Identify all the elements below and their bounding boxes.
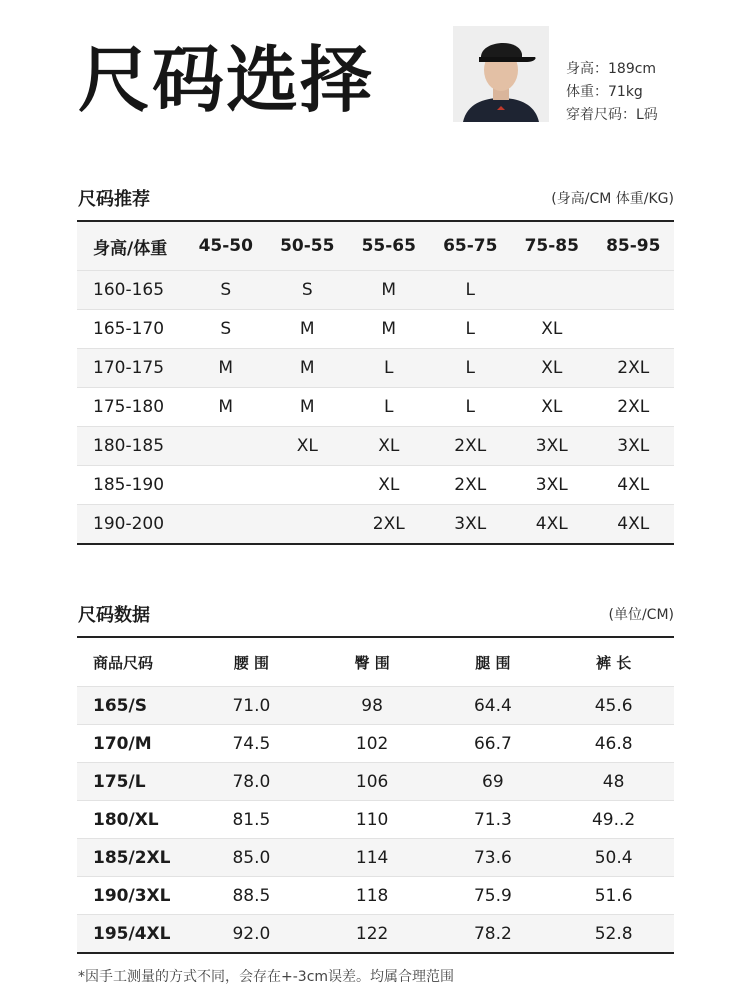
table-cell: 170-175 — [77, 349, 185, 388]
table-cell: 106 — [312, 763, 433, 801]
table-row — [77, 839, 674, 877]
table-cell: 75.9 — [433, 877, 554, 915]
data-header-row — [77, 637, 674, 687]
table-cell: XL — [511, 310, 593, 349]
recommend-header-cell: 55-65 — [348, 221, 430, 271]
table-cell: 73.6 — [433, 839, 554, 877]
table-cell: 2XL — [593, 349, 675, 388]
table-cell: 180-185 — [77, 427, 185, 466]
table-cell: M — [348, 271, 430, 310]
table-cell: 78.2 — [433, 915, 554, 954]
recommend-section-title: 尺码推荐 — [78, 189, 150, 210]
table-cell: 165-170 — [77, 310, 185, 349]
table-cell: 64.4 — [433, 687, 554, 725]
data-header-cell: 裤 长 — [553, 637, 674, 687]
recommend-header-cell: 85-95 — [593, 221, 675, 271]
table-cell: L — [430, 310, 512, 349]
table-cell — [267, 466, 349, 505]
table-cell — [185, 505, 267, 545]
table-cell: 185-190 — [77, 466, 185, 505]
table-cell: L — [348, 349, 430, 388]
table-cell: M — [185, 388, 267, 427]
model-height: 身高：189cm — [566, 61, 657, 77]
table-cell: 46.8 — [553, 725, 674, 763]
table-cell: 175-180 — [77, 388, 185, 427]
table-cell: 4XL — [593, 466, 675, 505]
recommend-header-cell: 45-50 — [185, 221, 267, 271]
table-cell: 85.0 — [191, 839, 312, 877]
table-cell: 74.5 — [191, 725, 312, 763]
table-cell: 170/M — [77, 725, 191, 763]
recommend-header-cell: 50-55 — [267, 221, 349, 271]
table-row — [77, 349, 674, 388]
table-row — [77, 877, 674, 915]
table-cell: 88.5 — [191, 877, 312, 915]
table-row — [77, 763, 674, 801]
table-cell: 2XL — [430, 427, 512, 466]
table-row — [77, 271, 674, 310]
table-cell: 190-200 — [77, 505, 185, 545]
table-cell — [267, 505, 349, 545]
data-unit: (单位/CM) — [608, 607, 674, 623]
recommend-unit: (身高/CM 体重/KG) — [551, 191, 674, 207]
table-cell — [511, 271, 593, 310]
table-cell: 81.5 — [191, 801, 312, 839]
data-header-cell: 商品尺码 — [77, 637, 191, 687]
table-row — [77, 915, 674, 954]
table-cell: M — [348, 310, 430, 349]
table-cell: M — [185, 349, 267, 388]
table-cell: 190/3XL — [77, 877, 191, 915]
table-cell: 180/XL — [77, 801, 191, 839]
footnote: *因手工测量的方式不同，会存在+-3cm误差。均属合理范围 — [78, 969, 455, 985]
table-cell: S — [267, 271, 349, 310]
table-cell: 110 — [312, 801, 433, 839]
page-title: 尺码选择 — [78, 38, 375, 122]
table-cell: 98 — [312, 687, 433, 725]
table-cell — [185, 427, 267, 466]
table-cell: 114 — [312, 839, 433, 877]
table-row — [77, 388, 674, 427]
table-cell: 48 — [553, 763, 674, 801]
recommend-header-cell: 75-85 — [511, 221, 593, 271]
table-cell: 2XL — [348, 505, 430, 545]
table-cell: 49..2 — [553, 801, 674, 839]
table-cell — [593, 271, 675, 310]
table-row — [77, 687, 674, 725]
table-row — [77, 427, 674, 466]
table-cell: 118 — [312, 877, 433, 915]
table-cell: 50.4 — [553, 839, 674, 877]
data-section-title: 尺码数据 — [78, 605, 150, 626]
table-cell: 102 — [312, 725, 433, 763]
table-cell: XL — [511, 349, 593, 388]
table-cell: 175/L — [77, 763, 191, 801]
table-cell: L — [430, 388, 512, 427]
table-cell: 71.3 — [433, 801, 554, 839]
data-header-cell: 臀 围 — [312, 637, 433, 687]
data-header-cell: 腰 围 — [191, 637, 312, 687]
table-cell: 78.0 — [191, 763, 312, 801]
table-cell: XL — [267, 427, 349, 466]
table-cell: 92.0 — [191, 915, 312, 954]
table-cell: 51.6 — [553, 877, 674, 915]
size-recommend-table — [77, 220, 674, 545]
table-cell: L — [430, 271, 512, 310]
table-cell: XL — [348, 466, 430, 505]
table-row — [77, 505, 674, 545]
model-info — [566, 58, 658, 127]
model-size: 穿着尺码：L码 — [566, 107, 658, 123]
size-data-table — [77, 636, 674, 954]
table-cell: 2XL — [593, 388, 675, 427]
table-cell: 71.0 — [191, 687, 312, 725]
model-photo-illustration — [453, 26, 549, 122]
table-cell — [593, 310, 675, 349]
table-cell — [185, 466, 267, 505]
table-cell: XL — [511, 388, 593, 427]
table-cell: 4XL — [511, 505, 593, 545]
recommend-header-cell: 65-75 — [430, 221, 512, 271]
table-cell: M — [267, 310, 349, 349]
recommend-header-row — [77, 221, 674, 271]
table-cell: S — [185, 310, 267, 349]
table-cell: 52.8 — [553, 915, 674, 954]
table-cell: 3XL — [511, 427, 593, 466]
table-row — [77, 466, 674, 505]
table-cell: 160-165 — [77, 271, 185, 310]
table-row — [77, 310, 674, 349]
model-weight: 体重：71kg — [566, 84, 643, 100]
table-cell: 165/S — [77, 687, 191, 725]
table-cell: L — [430, 349, 512, 388]
table-cell: 2XL — [430, 466, 512, 505]
table-cell: 3XL — [511, 466, 593, 505]
table-cell: 66.7 — [433, 725, 554, 763]
table-cell: 4XL — [593, 505, 675, 545]
table-cell: 195/4XL — [77, 915, 191, 954]
table-cell: 69 — [433, 763, 554, 801]
table-cell: L — [348, 388, 430, 427]
table-cell: 3XL — [593, 427, 675, 466]
model-photo — [453, 26, 549, 122]
data-header-cell: 腿 围 — [433, 637, 554, 687]
table-row — [77, 801, 674, 839]
table-cell: 45.6 — [553, 687, 674, 725]
table-cell: XL — [348, 427, 430, 466]
table-cell: 3XL — [430, 505, 512, 545]
table-cell: M — [267, 349, 349, 388]
table-cell: S — [185, 271, 267, 310]
table-cell: 122 — [312, 915, 433, 954]
table-row — [77, 725, 674, 763]
table-cell: M — [267, 388, 349, 427]
recommend-header-cell: 身高/体重 — [77, 221, 185, 271]
table-cell: 185/2XL — [77, 839, 191, 877]
